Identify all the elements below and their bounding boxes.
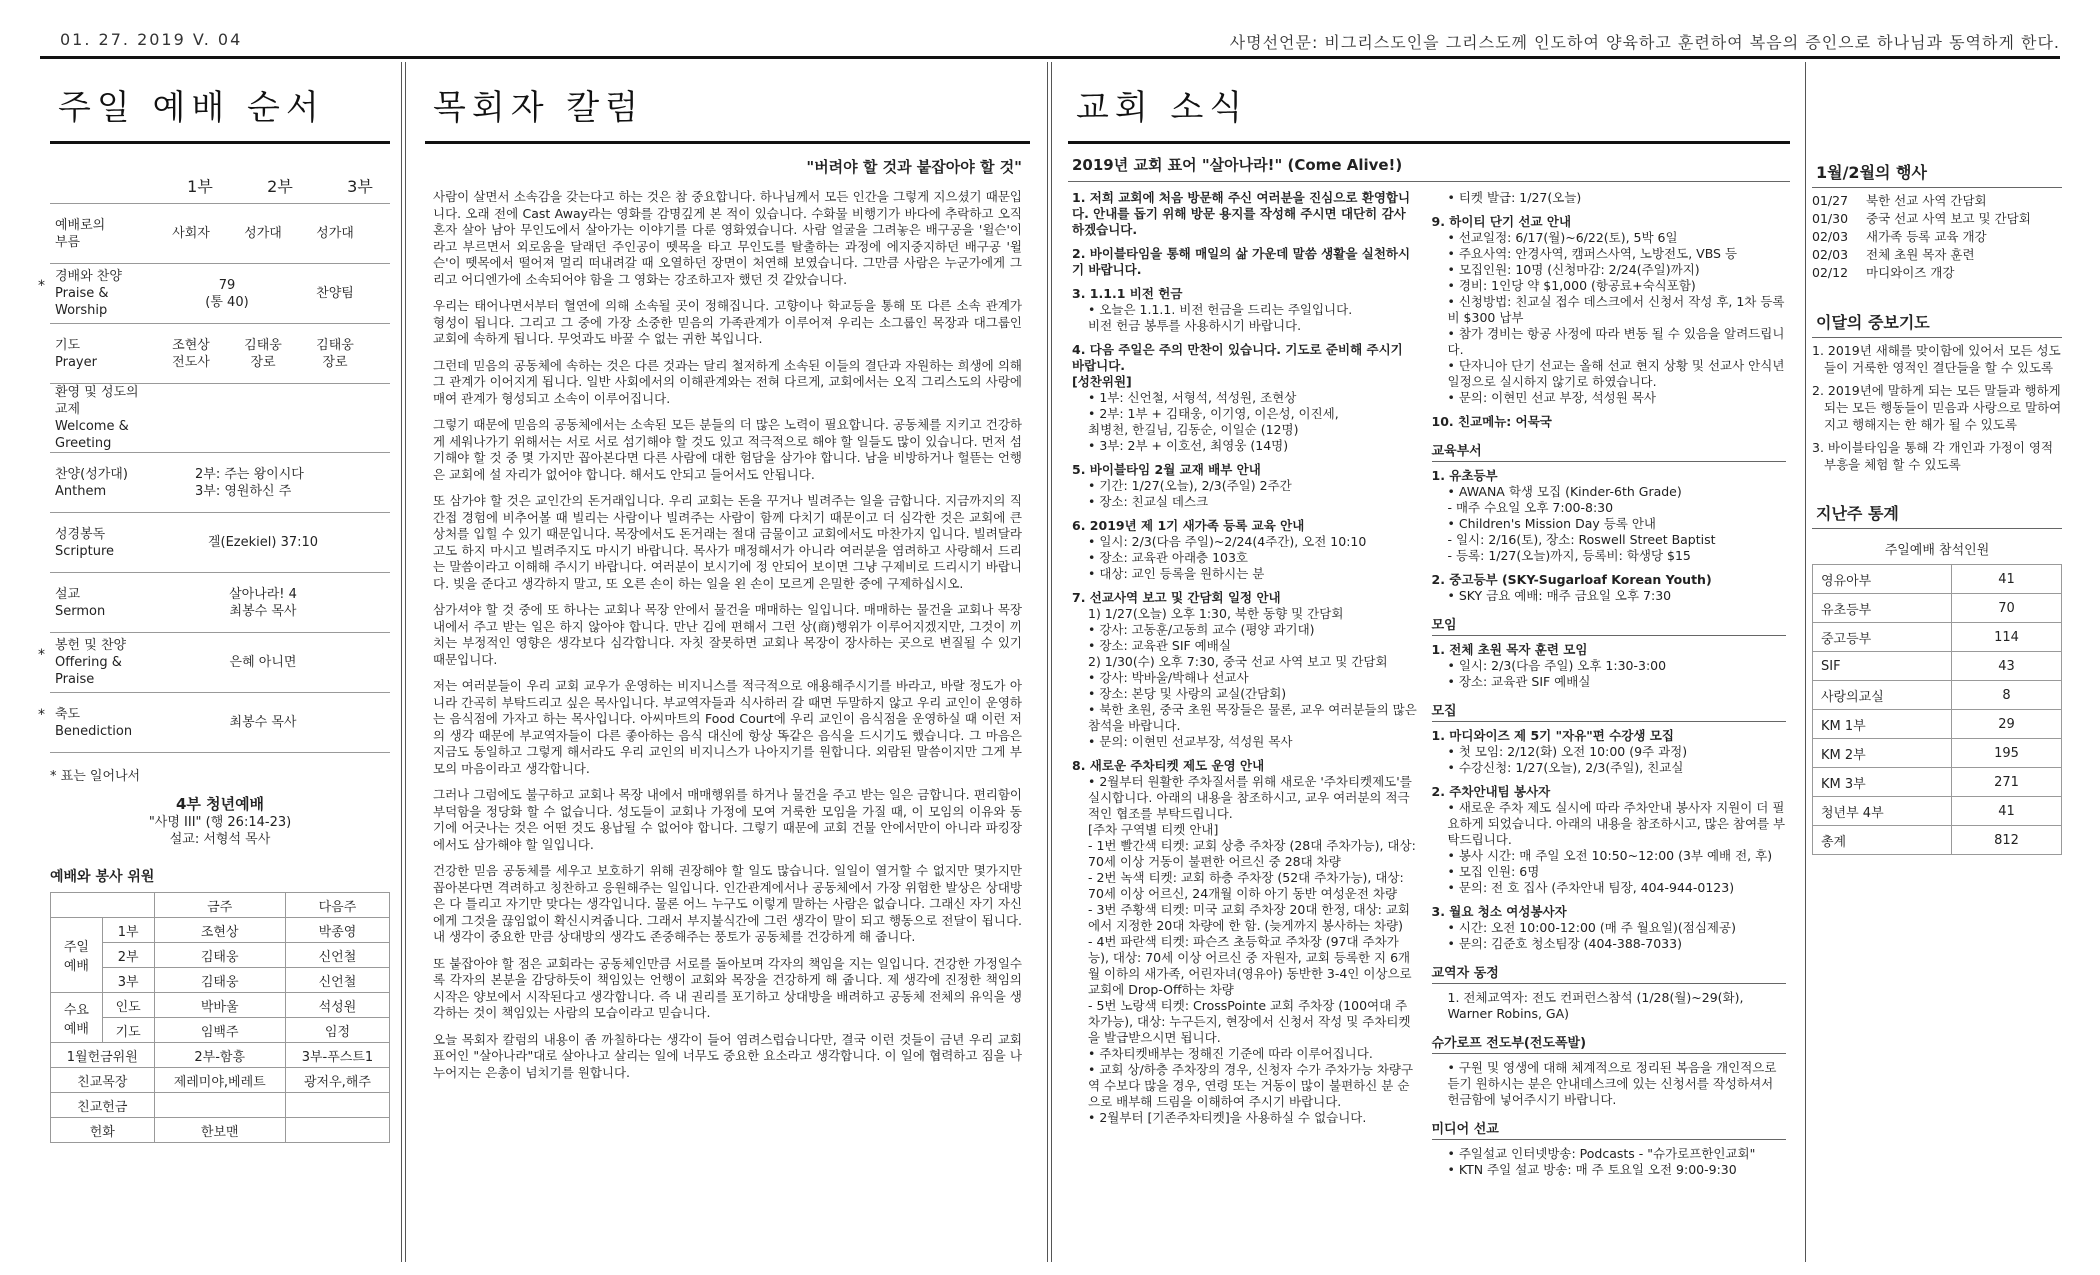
staff-this-week: 한보맨: [154, 1118, 285, 1143]
stats-label: 총계: [1813, 826, 1952, 855]
stats-value: 8: [1952, 681, 2062, 710]
staff-this-week: 임백주: [154, 1018, 285, 1043]
stats-table: [1812, 564, 2062, 855]
worship-rows: [40, 203, 400, 752]
staff-row: [51, 1093, 390, 1118]
news-text: • 1부: 신언철, 서형석, 석성원, 조현상 • 2부: 1부 + 김태웅, 이기영, 이은성, 이진세, 최병천, 한길님, 김동순, 이일순 (12명) • 3부: 2부 + 이호선, 최영웅 (14명): [1088, 390, 1339, 453]
news-section-header: 교역자 동정: [1432, 962, 1787, 984]
staff-next-week: 신언철: [285, 943, 389, 968]
staff-row: [51, 1043, 390, 1068]
staff-group: 친교목장: [51, 1068, 155, 1093]
youth-title: 4부 청년예배: [175, 795, 265, 813]
worship-title: 주일 예배 순서: [58, 88, 325, 128]
column-paragraph: 그렇기 때문에 믿음의 공동체에서는 소속된 모든 분들의 더 많은 노력이 필요합니다. 공동체를 지키고 건강하게 세워나가기 위해서는 서로 서로 섬기해야 할 것도 있고 적극적으로 해야 할 일들도 많이 있습니다. 먼저 섬기해야 할 것 중 몇 가지만 꼽아본다면 다른 사람에 대한 험담을 삼가야 합니다. 남을 비방하거나 헐뜯는 언행은 교회에 설 자리가 없어야 합니다. 해서도 안되고 들어서도 안됩니다.: [433, 417, 1022, 482]
news-item: [1432, 572, 1787, 604]
news-right: [1432, 190, 1787, 1186]
column-paragraph: 또 붙잡아야 할 점은 교회라는 공동체인만큼 서로를 돌아보며 각자의 책임을 지는 일입니다. 건강한 가정일수록 각자의 본분을 감당하듯이 책임있는 언행이 교회와 목장을 건강하게 해 줍니다. 제 생각에 진정한 책임의 시작은 양보에서 시작된다고 생각합니다. 즉 내 권리를 포기하고 상대방을 배려하고 공동체 전체의 유익을 생각하는 것이 책임있는 사람의 모습이라고 믿습니다.: [433, 955, 1022, 1020]
news-item: [1072, 190, 1418, 238]
issue-date: 01. 27. 2019 V. 04: [60, 30, 243, 49]
events-title: 1월/2월의 행사: [1816, 163, 1927, 182]
standing-mark: *: [38, 278, 45, 294]
news-item: [1072, 342, 1418, 454]
event-name: 북한 선교 사역 간담회: [1866, 193, 1987, 208]
worship-row: [50, 572, 390, 632]
prayer-item: 1. 2019년 새해를 맞이함에 있어서 모든 성도들이 거룩한 영적인 결단들을 할 수 있도록: [1812, 343, 2061, 375]
staff-row: [51, 993, 390, 1018]
staff-this-week: 2부-함흥: [154, 1043, 285, 1068]
news-item: [1072, 286, 1418, 334]
news-text: • 티켓 발급: 1/27(오늘): [1447, 190, 1582, 205]
news-text: • 일시: 2/3(다음 주일)~2/24(4주간), 오전 10:10 • 장소: 교육관 아래층 103호 • 대상: 교인 등록을 원하시는 분: [1088, 534, 1367, 581]
news-heading: 8. 새로운 주차티켓 제도 운영 안내: [1072, 758, 1265, 773]
news-heading: 9. 하이티 단기 선교 안내: [1431, 214, 1572, 229]
worship-label: 환영 및 성도의 교제 Welcome & Greeting: [55, 385, 139, 451]
stats-row: [1813, 797, 2062, 826]
worship-cell: 겔(Ezekiel) 37:10: [207, 535, 319, 550]
worship-row: [38, 632, 390, 692]
stats-label: KM 1부: [1813, 710, 1952, 739]
top-bar: [0, 0, 2100, 58]
news-text: • 새로운 주차 제도 실시에 따라 주차안내 봉사자 지원이 더 필요하게 되었습니다. 아래의 내용을 참조하시고, 많은 참여를 부탁드립니다. • 봉사 시간: 매 주일 오전 10:50~12:00 (3부 예배 전, 후) • 모집 인원: 6명 • 문의: 전 호 집사 (주차안내 팀장, 404-944-0123): [1447, 800, 1786, 895]
worship-cell: 최봉수 목사: [229, 715, 297, 730]
worship-cell: 사회자: [172, 226, 210, 241]
stats-label: 청년부 4부: [1813, 797, 1952, 826]
worship-row: [50, 203, 390, 263]
news-heading: 1. 저희 교회에 처음 방문해 주신 여러분을 진심으로 환영합니다. 안내를 돕기 위해 방문 용지를 작성해 주시면 대단히 감사하겠습니다.: [1072, 190, 1411, 237]
staff-group: 친교헌금: [51, 1093, 155, 1118]
staff-group: 1월헌금위원: [51, 1043, 155, 1068]
worship-cell: 2부: 주는 왕이시다 3부: 영원하신 주: [195, 466, 304, 499]
youth-preacher: 설교: 서형석 목사: [169, 832, 271, 847]
prayer-item: 2. 2019년에 말하게 되는 모든 말들과 행하게 되는 모든 행동들이 믿음과 사랑으로 말하여지고 행해지는 한 해가 될 수 있도록: [1812, 383, 2062, 432]
staff-next-week: [285, 1093, 389, 1118]
news-item: [1432, 190, 1787, 206]
staff-row: [51, 968, 390, 993]
staff-header-row: [51, 893, 390, 918]
event-date: 01/27: [1812, 193, 1849, 208]
news-item: [1432, 990, 1787, 1022]
news-text: • 주일설교 인터넷방송: Podcasts - "슈가로프한인교회" • KTN 주일 설교 방송: 매 주 토요일 오전 9:00-9:30: [1447, 1146, 1756, 1177]
event-row: [1812, 264, 2062, 282]
event-date: 02/03: [1812, 247, 1849, 262]
column-body: [415, 189, 1040, 1081]
worship-row: [50, 323, 390, 383]
column-paragraph: 그러나 그럼에도 불구하고 교회나 목장 내에서 매매행위를 하거나 물건을 주고 받는 일은 금합니다. 편리함이 부덕함을 정당화 할 수 없습니다. 성도들이 교회나 가정에 모여 거룩한 모임을 가질 때, 이 모임의 이유와 동기에 어긋나는 것은 어떤 것도 용납될 수 없어야 합니다. 그렇기 때문에 교회 건물 안에서만이 아니라 파킹장에서도 삼가해야 할 일입니다.: [433, 787, 1022, 852]
column-divider: [1047, 62, 1052, 1262]
news-item: [1072, 590, 1418, 750]
staff-row: [51, 943, 390, 968]
news-text: • 선교일정: 6/17(월)~6/22(토), 5박 6일 • 주요사역: 안경사역, 캠퍼스사역, 노방전도, VBS 등 • 모집인원: 10명 (신청마감: 2/24(주일)까지) • 경비: 1인당 약 $1,000 (항공료+숙식포함) • 신청방법: 친교실 접수 데스크에서 신청서 작성 후, 1차 등록비 $300 납부 • 참가 경비는 항공 사정에 따라 변동 될 수 있음을 알려드립니다. • 단자니아 단기 선교는 올해 선교 현지 상황 및 선교사 안식년 일정으로 실시하지 않기로 하였습니다. • 문의: 이현민 선교 부장, 석성원 목사: [1447, 230, 1785, 405]
stats-label: 유초등부: [1813, 594, 1952, 623]
stats-value: 812: [1952, 826, 2062, 855]
staff-next-week: 박종영: [285, 918, 389, 943]
stats-value: 43: [1952, 652, 2062, 681]
news-item: [1432, 642, 1787, 690]
staff-next-week: [285, 1118, 389, 1143]
standing-mark: *: [38, 707, 45, 723]
stats-row: [1813, 681, 2062, 710]
news-heading: 2. 중고등부 (SKY-Sugarloaf Korean Youth): [1431, 572, 1712, 587]
news-text: • AWANA 학생 모집 (Kinder-6th Grade) - 매주 수요일 오후 7:00-8:30 • Children's Mission Day 등록 안내 - 일시: 2/16(토), 장소: Roswell Street Baptist - 등록: 1/27(오늘)까지, 등록비: 학생당 $15: [1447, 484, 1716, 563]
youth-passage: "사명 III" (행 26:14-23): [148, 815, 292, 830]
worship-cell: 조현상 전도사: [172, 337, 210, 370]
column-paragraph: 사람이 살면서 소속감을 갖는다고 하는 것은 참 중요합니다. 하나님께서 모든 인간을 그렇게 지으셨기 때문입니다. 오래 전에 Cast Away라는 영화를 감명깊게 본 적이 있습니다. 수화물 비행기가 바다에 추락하고 오직 혼자 살아 남아 무인도에서 살아가는 이야기를 다룬 영화였습니다. 사람 얼굴을 그려놓은 배구공을 '윌슨'이라고 부르면서 외로움을 달래던 주인공이 뗏목을 타고 무인도를 탈출하는 과정에 에지중지하던 배구공 '윌슨'이 뗏목에서 떨어져 멀리 떠내려갈 때 오열하던 장면이 처연해 보였습니다. 그만큼 사람은 누군가에게 그리고 어디엔가에 소속되어야 함을 그 영화는 강조하고자 했던 것 같았습니다.: [433, 189, 1022, 287]
column-paragraph: 오늘 목회자 칼럼의 내용이 좀 까칠하다는 생각이 들어 염려스럽습니다만, 결국 이런 것들이 금년 우리 교회 표어인 "살아나라"대로 살아나고 살리는 일에 너무도 중요한 요소라고 생각합니다. 이 일에 협력하고 짐을 나누어지는 은총이 넘치기를 원합니다.: [433, 1031, 1022, 1080]
worship-row: [50, 512, 390, 572]
worship-label: 봉헌 및 찬양 Offering & Praise: [55, 638, 127, 687]
column-subtitle: "버려야 할 것과 붙잡아야 할 것": [806, 158, 1022, 176]
news-item: [1072, 518, 1418, 582]
staff-header: 다음주: [285, 893, 389, 918]
stats-label: 중고등부: [1813, 623, 1952, 652]
worship-label: 성경봉독 Scripture: [55, 526, 115, 559]
news-section-header: 교육부서: [1432, 440, 1787, 462]
worship-cell: 성가대: [244, 226, 282, 241]
stats-value: 41: [1952, 565, 2062, 594]
service-2: 2부: [267, 177, 293, 196]
stats-value: 271: [1952, 768, 2062, 797]
news-item: [1432, 1060, 1787, 1108]
news-item: [1432, 214, 1787, 406]
stats-value: 29: [1952, 710, 2062, 739]
stats-value: 195: [1952, 739, 2062, 768]
stats-row: [1813, 594, 2062, 623]
service-header: [40, 166, 400, 203]
column-paragraph: 저는 여러분들이 우리 교회 교우가 운영하는 비지니스를 적극적으로 애용해주시기를 바라고, 바랄 정도가 아니라 간곡히 부탁드리고 싶은 목사입니다. 부교역자들과 식사하러 갈 때면 두말하지 않고 우리 교인이 운영하는 음식점에 가자고 하는 목사입니다. 아씨마트의 Food Court에 우리 교인이 음식점을 운영하실 때 이런 저의 생각 때문에 부교역자들이 다른 좋아하는 음식 대신에 항상 똑같은 음식을 드시기도 했습니다. 그 마음은 지금도 동일하고 그렇게 해서라도 우리 교인의 비지니스가 나아지기를 원합니다. 외람된 말씀이지만 그게 부모의 마음이라고 생각합니다.: [433, 678, 1022, 776]
news-text: • 2월부터 원활한 주차질서를 위해 새로운 '주차티켓제도'를 실시합니다. 아래의 내용을 참조하시고, 교우 여러분의 적극적인 협조를 부탁드립니다. [주차 구역별 티켓 안내] - 1번 빨간색 티켓: 교회 상층 주차장 (28대 주차가능), 대상: 70세 이상 거동이 불편한 어르신 중 28대 차량 - 2번 녹색 티켓: 교회 하층 주차장 (52대 주차가능), 대상: 70세 이상 어르신, 24개월 이하 아기 동반 여성운전 차량 - 3번 주황색 티켓: 미국 교회 주차장 20대 한정, 대상: 교회에서 지정한 20대 차량에 한 함. (늦게까지 봉사하는 차량) - 4번 파란색 티켓: 파슨즈 초등학교 주차장 (97대 주차가능), 대상: 70세 이상 어르신 중 자원자, 교회 등록한 지 6개월 이하의 새가족, 어린자녀(영유아) 동반한 3-4인 이상으로 교회에 Drop-Off하는 차량 - 5번 노랑색 티켓: CrossPointe 교회 주차장 (100여대 주차가능), 대상: 누구든지, 현장에서 신청서 작성 및 주차티켓을 발급받으시면 됩니다. • 주차티켓배부는 정해진 기준에 따라 이루어집니다. • 교회 상/하층 주차장의 경우, 신청자 수가 주차가능 차량구역 수보다 많을 경우, 연령 또는 거동이 많이 불편하신 분 순으로 배부해 드림을 이해하여 주시기 바랍니다. • 2월부터 [기존주차티켓]을 사용하실 수 없습니다.: [1088, 774, 1416, 1125]
stats-row: [1813, 739, 2062, 768]
stats-label: 사랑의교실: [1813, 681, 1952, 710]
worship-cell: 김태웅 장로: [316, 337, 354, 370]
news-item: [1072, 246, 1418, 278]
news-item: [1432, 414, 1787, 430]
column-divider: [1805, 62, 1806, 1262]
prayer-list: [1812, 342, 2062, 473]
standing-note: * 표는 일어나서: [50, 769, 141, 784]
news-heading: 1. 전체 초원 목자 훈련 모임: [1431, 642, 1588, 657]
column-paragraph: 삼가셔야 할 것 중에 또 하나는 교회나 목장 안에서 물건을 매매하는 일입니다. 매매하는 물건을 교회나 목장 내에서 주고 받는 일은 하지 않아야 합니다. 만난 김에 편해서 그런 상(商)행위가 이루어지겠지만, 그것이 끼치는 부정적인 영향은 생각보다 심각합니다. 자칫 잘못하면 교회나 목장이 장사하는 곳으로 변질될 수 있기 때문입니다.: [433, 602, 1022, 667]
staff-header: 금주: [154, 893, 285, 918]
event-date: 01/30: [1812, 211, 1849, 226]
staff-this-week: 김태웅: [154, 968, 285, 993]
worship-label: 찬양(성가대) Anthem: [55, 466, 128, 499]
column-paragraph: 또 삼가야 할 것은 교인간의 돈거래입니다. 우리 교회는 돈을 꾸거나 빌려주는 일을 금합니다. 지금까지의 직간접 경험에 비추어볼 때 빌리는 사람이나 빌려주는 사람이 함께 다치기 때문이고 더 심각한 것은 교회에 큰 상처를 입힐 수 있기 때문입니다. 목장에서도 돈거래는 절대 금물이고 교회에서도 마찬가지 입니다. 빌려달라고도 하지 마시고 빌려주지도 마시기 바랍니다. 목사가 매정해서가 아니라 여러분을 염려하고 사랑해서 드리는 말씀이라고 이해해 주시기 바랍니다. 여러분이 보시기에 정 안되어 보이면 그냥 구제비로 드리시기 바랍니다. 빚을 준다고 생각하지 말고, 또 오른 손이 하는 일을 왼 손이 모르게 은밀한 중에 구제하십시오.: [433, 493, 1022, 591]
news-heading: 3. 1.1.1 비전 헌금: [1072, 286, 1183, 301]
staff-group: 수요 예배: [51, 993, 103, 1043]
news-heading: 2. 바이블타임을 통해 매일의 삶 가운데 말씀 생활을 실천하시기 바랍니다.: [1072, 246, 1411, 277]
staff-sub: 3부: [102, 968, 154, 993]
staff-next-week: 임정: [285, 1018, 389, 1043]
stats-header: 주일예배 참석인원: [1884, 543, 1990, 558]
worship-row: [50, 383, 390, 452]
staff-row: [51, 918, 390, 943]
staff-this-week: 박바울: [154, 993, 285, 1018]
event-row: [1812, 246, 2062, 264]
staff-sub: 2부: [102, 943, 154, 968]
stats-title: 지난주 통계: [1816, 504, 1899, 523]
column-paragraph: 우리는 태어나면서부터 혈연에 의해 소속될 곳이 정해집니다. 고향이나 학교등을 통해 또 다른 소속 관계가 형성이 됩니다. 그리고 그 중에 가장 소중한 믿음의 가족관계가 이루어져 우리는 소그룹인 목장과 대그룹인 교회에 속하게 됩니다. 무엇과도 바꿀 수 없는 귀한 복입니다.: [433, 298, 1022, 346]
news-item: [1432, 1146, 1787, 1178]
worship-row: [38, 263, 390, 323]
worship-label: 축도 Benediction: [55, 706, 133, 739]
news-heading: 10. 친교메뉴: 어묵국: [1431, 414, 1552, 429]
news-text: • 오늘은 1.1.1. 비전 헌금을 드리는 주일입니다. 비전 헌금 봉투를 사용하시기 바랍니다.: [1088, 302, 1353, 333]
news-heading: 1. 마디와이즈 제 5기 "자유"편 수강생 모집: [1431, 728, 1674, 743]
staff-row: [51, 1068, 390, 1093]
event-name: 전체 초원 목자 훈련: [1866, 247, 1975, 262]
staff-row: [51, 1018, 390, 1043]
news-heading: 7. 선교사역 보고 및 간담회 일정 안내: [1072, 590, 1281, 605]
column-title: 목회자 칼럼: [433, 88, 645, 128]
staff-title: 예배와 봉사 위원: [50, 869, 155, 885]
news-text: • 시간: 오전 10:00-12:00 (매 주 월요일)(점심제공) • 문의: 김준호 청소팀장 (404-388-7033): [1447, 920, 1736, 951]
news-section-header: 슈가로프 전도부(전도폭발): [1432, 1032, 1787, 1054]
staff-group: 주일 예배: [51, 918, 103, 993]
stats-row: [1813, 710, 2062, 739]
worship-label: 경배와 찬양 Praise & Worship: [55, 269, 122, 318]
staff-next-week: 3부-푸스트1: [285, 1043, 389, 1068]
pastor-column: [415, 62, 1040, 1262]
event-row: [1812, 228, 2062, 246]
news-text: 1) 1/27(오늘) 오후 1:30, 북한 동향 및 간담회 • 강사: 고동훈/고동희 교수 (평양 과기대) • 장소: 교육관 SIF 예배실 2) 1/30(수) 오후 7:30, 중국 선교 사역 보고 및 간담회 • 강사: 박바울/박해나 선교사 • 장소: 본당 및 사랑의 교실(간담회) • 북한 초원, 중국 초원 목장들은 물론, 교우 여러분들의 많은 참석을 바랍니다. • 문의: 이현민 선교부장, 석성원 목사: [1088, 606, 1417, 749]
staff-next-week: 신언철: [285, 968, 389, 993]
mission-statement: 사명선언문: 비그리스도인을 그리스도께 인도하여 양육하고 훈련하여 복음의 증인으로 하나님과 동역하게 한다.: [1229, 33, 2060, 52]
worship-label: 설교 Sermon: [55, 586, 106, 619]
worship-order-column: [40, 62, 400, 1262]
stats-label: KM 3부: [1813, 768, 1952, 797]
staff-next-week: 광저우,해주: [285, 1068, 389, 1093]
stats-value: 41: [1952, 797, 2062, 826]
column-divider: [401, 62, 406, 1262]
staff-sub: 1부: [102, 918, 154, 943]
news-heading: 5. 바이블타임 2월 교재 배부 안내: [1072, 462, 1261, 477]
news-heading: 6. 2019년 제 1기 새가족 등록 교육 안내: [1072, 518, 1305, 533]
event-row: [1812, 210, 2062, 228]
sidebar-column: [1812, 62, 2062, 1262]
news-item: [1072, 462, 1418, 510]
worship-cell: 김태웅 장로: [244, 337, 282, 370]
news-left: [1072, 190, 1432, 1186]
staff-row: [51, 1118, 390, 1143]
stats-row: [1813, 623, 2062, 652]
staff-table: [50, 892, 390, 1143]
news-text: • 일시: 2/3(다음 주일) 오후 1:30-3:00 • 장소: 교육관 SIF 예배실: [1447, 658, 1667, 689]
column-paragraph: 그런데 믿음의 공동체에 속하는 것은 다른 것과는 달리 철저하게 소속된 이들의 결단과 자원하는 희생에 의해 그 관계가 이어지게 됩니다. 일반 사회에서의 이해관계와는 전혀 다르게, 교회에서는 오직 그리스도의 사랑에 매여 관계가 형성되고 소속이 이루어집니다.: [433, 357, 1022, 406]
news-section-header: 모집: [1432, 700, 1787, 722]
event-name: 새가족 등록 교육 개강: [1866, 229, 1987, 244]
staff-this-week: [154, 1093, 285, 1118]
news-section-header: 모임: [1432, 614, 1787, 636]
staff-group: 헌화: [51, 1118, 155, 1143]
church-motto: 2019년 교회 표어 "살아나라!" (Come Alive!): [1072, 156, 1403, 174]
staff-this-week: 제레미야,베레트: [154, 1068, 285, 1093]
news-item: [1432, 784, 1787, 896]
stats-row: [1813, 565, 2062, 594]
stats-value: 70: [1952, 594, 2062, 623]
worship-cell: 79 (통 40): [205, 277, 249, 310]
worship-cell: 살아나라! 4 최봉수 목사: [229, 586, 297, 619]
stats-label: 영유아부: [1813, 565, 1952, 594]
news-item: [1432, 468, 1787, 564]
news-item: [1432, 904, 1787, 952]
news-section-header: 미디어 선교: [1432, 1118, 1787, 1140]
news-heading: 1. 유초등부: [1431, 468, 1498, 483]
worship-cell: 찬양팀: [316, 286, 354, 301]
news-heading: 3. 월요 청소 여성봉사자: [1431, 904, 1567, 919]
event-date: 02/03: [1812, 229, 1849, 244]
events-list: [1812, 192, 2062, 282]
prayer-title: 이달의 중보기도: [1816, 313, 1930, 332]
news-text: • SKY 금요 예배: 매주 금요일 오후 7:30: [1447, 588, 1672, 603]
staff-next-week: 석성원: [285, 993, 389, 1018]
worship-cell: 은혜 아니면: [229, 655, 297, 670]
service-3: 3부: [347, 177, 373, 196]
news-text: • 구원 및 영생에 대해 체계적으로 정리된 복음을 개인적으로 듣기 원하시는 분은 안내데스크에 있는 신청서를 작성하셔서 헌금함에 넣어주시기 바랍니다.: [1447, 1060, 1777, 1107]
stats-value: 114: [1952, 623, 2062, 652]
news-item: [1432, 728, 1787, 776]
church-news-column: [1058, 62, 1800, 1262]
worship-label: 기도 Prayer: [55, 337, 97, 370]
staff-this-week: 김태웅: [154, 943, 285, 968]
staff-this-week: 조현상: [154, 918, 285, 943]
event-name: 중국 선교 사역 보고 및 간담회: [1866, 211, 2031, 226]
stats-row: [1813, 768, 2062, 797]
news-heading: 2. 주차안내팀 봉사자: [1431, 784, 1551, 799]
event-name: 마디와이즈 개강: [1866, 265, 1955, 280]
top-rule: [40, 56, 2060, 59]
news-text: 1. 전체교역자: 전도 컨퍼런스참석 (1/28(월)~29(화), Warner Robins, GA): [1447, 990, 1744, 1021]
worship-cell: 성가대: [316, 226, 354, 241]
news-title: 교회 소식: [1076, 88, 1249, 128]
column-paragraph: 건강한 믿음 공동체를 세우고 보호하기 위해 권장해야 할 일도 많습니다. 일일이 열거할 수 없지만 몇가지만 꼽아본다면 격려하고 칭찬하고 응원해주는 일입니다. 인간관계에서나 공동체에서 가장 위험한 발상은 상대방은 다 틀리고 자기만 맞다는 생각입니다. 물론 어느 누구도 이렇게 말하는 사람은 없습니다. 그래신 자기 자신에게 그것을 끊임없이 확신시켜줍니다. 그래서 부지불식간에 그런 생각이 말이 되고 행동으로 전달이 됩니다. 내 생각이 중요한 만큼 상대방의 생각도 존중해주는 풍토가 공동체를 건강하게 해 줍니다.: [433, 863, 1022, 944]
worship-label: 예배로의 부름: [55, 217, 106, 250]
stats-row: [1813, 652, 2062, 681]
news-item: [1072, 758, 1418, 1126]
staff-sub: 인도: [102, 993, 154, 1018]
youth-service: [40, 796, 400, 848]
event-date: 02/12: [1812, 265, 1849, 280]
prayer-item: 3. 바이블타임을 통해 각 개인과 가정이 영적 부흥을 체험 할 수 있도록: [1812, 440, 2054, 472]
stats-row: [1813, 826, 2062, 855]
event-row: [1812, 192, 2062, 210]
news-text: • 기간: 1/27(오늘), 2/3(주일) 2주간 • 장소: 친교실 데스크: [1088, 478, 1292, 509]
stats-label: KM 2부: [1813, 739, 1952, 768]
stats-label: SIF: [1813, 652, 1952, 681]
worship-row: [50, 452, 390, 512]
news-text: • 첫 모임: 2/12(화) 오전 10:00 (9주 과정) • 수강신청: 1/27(오늘), 2/3(주일), 친교실: [1447, 744, 1688, 775]
news-heading: 4. 다음 주일은 주의 만찬이 있습니다. 기도로 준비해 주시기 바랍니다. [성찬위원]: [1072, 342, 1403, 389]
staff-sub: 기도: [102, 1018, 154, 1043]
standing-mark: *: [38, 647, 45, 663]
worship-row: [38, 692, 390, 752]
service-1: 1부: [187, 177, 213, 196]
